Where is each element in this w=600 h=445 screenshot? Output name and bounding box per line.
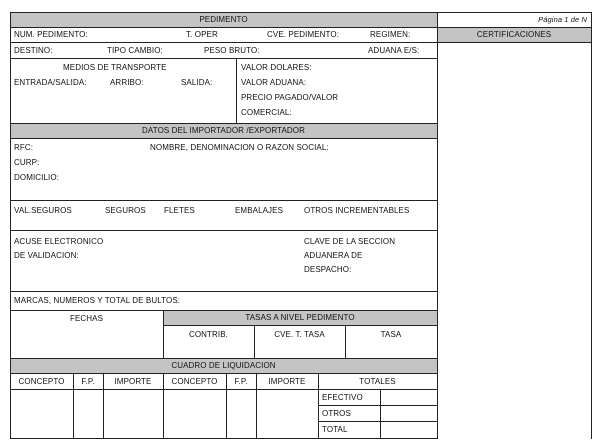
acuse-electronico-label: ACUSE ELECTRONICO [14,237,104,246]
cve-pedimento-label: CVE. PEDIMENTO: [267,30,340,39]
curp-label: CURP: [14,158,40,167]
destino-label: DESTINO: [14,46,53,55]
fp-header-1: F.P. [81,377,95,386]
precio-pagado-label: PRECIO PAGADO/VALOR [241,93,339,102]
contrib-label: CONTRIB. [188,330,229,339]
cve-t-tasa-label: CVE. T. TASA [274,330,325,339]
clave-seccion-label-3: DESPACHO: [304,265,352,274]
concepto-header-2: CONCEPTO [171,377,218,386]
valor-dolares-label: VALOR DOLARES: [241,63,312,72]
marcas-label: MARCAS, NUMEROS Y TOTAL DE BULTOS: [14,296,181,305]
pedimento-title: PEDIMENTO [199,15,248,24]
medios-transporte-title: MEDIOS DE TRANSPORTE [63,63,167,72]
comercial-label: COMERCIAL: [241,108,292,117]
tipo-cambio-label: TIPO CAMBIO: [107,46,163,55]
certificaciones-title: CERTIFICACIONES [476,30,552,39]
t-oper-label: T. OPER [186,30,218,39]
aduana-es-label: ADUANA E/S: [368,46,420,55]
val-seguros-label: VAL.SEGUROS [14,206,72,215]
importe-header-2: IMPORTE [268,377,306,386]
otros-incrementables-label: OTROS INCREMENTABLES [304,206,410,215]
num-pedimento-label: NUM. PEDIMENTO: [14,30,88,39]
total-label: TOTAL [322,425,348,434]
fp-header-2: F.P. [234,377,248,386]
efectivo-label: EFECTIVO [322,393,363,402]
liquidacion-title: CUADRO DE LIQUIDACION [171,361,276,370]
tasa-label: TASA [380,330,402,339]
totales-header: TOTALES [359,377,396,386]
concepto-header-1: CONCEPTO [18,377,65,386]
entrada-salida-label: ENTRADA/SALIDA: [14,78,87,87]
regimen-label: REGIMEN: [370,30,411,39]
fechas-label: FECHAS [69,314,104,323]
valor-aduana-label: VALOR ADUANA: [241,78,307,87]
salida-label: SALIDA: [181,78,213,87]
importador-title: DATOS DEL IMPORTADOR /EXPORTADOR [142,126,305,135]
de-validacion-label: DE VALIDACION: [14,251,79,260]
nombre-label: NOMBRE, DENOMINACION O RAZON SOCIAL: [150,143,329,152]
embalajes-label: EMBALAJES [235,206,284,215]
arribo-label: ARRIBO: [110,78,144,87]
domicilio-label: DOMICILIO: [14,173,60,182]
clave-seccion-label-1: CLAVE DE LA SECCION [304,237,396,246]
otros-label: OTROS [322,409,351,418]
rfc-label: RFC: [14,143,34,152]
page-number: Página 1 de N [538,15,587,24]
fletes-label: FLETES [164,206,195,215]
tasas-title: TASAS A NIVEL PEDIMENTO [245,313,355,322]
peso-bruto-label: PESO BRUTO: [204,46,260,55]
clave-seccion-label-2: ADUANERA DE [304,251,363,260]
seguros-label: SEGUROS [105,206,146,215]
importe-header-1: IMPORTE [114,377,152,386]
